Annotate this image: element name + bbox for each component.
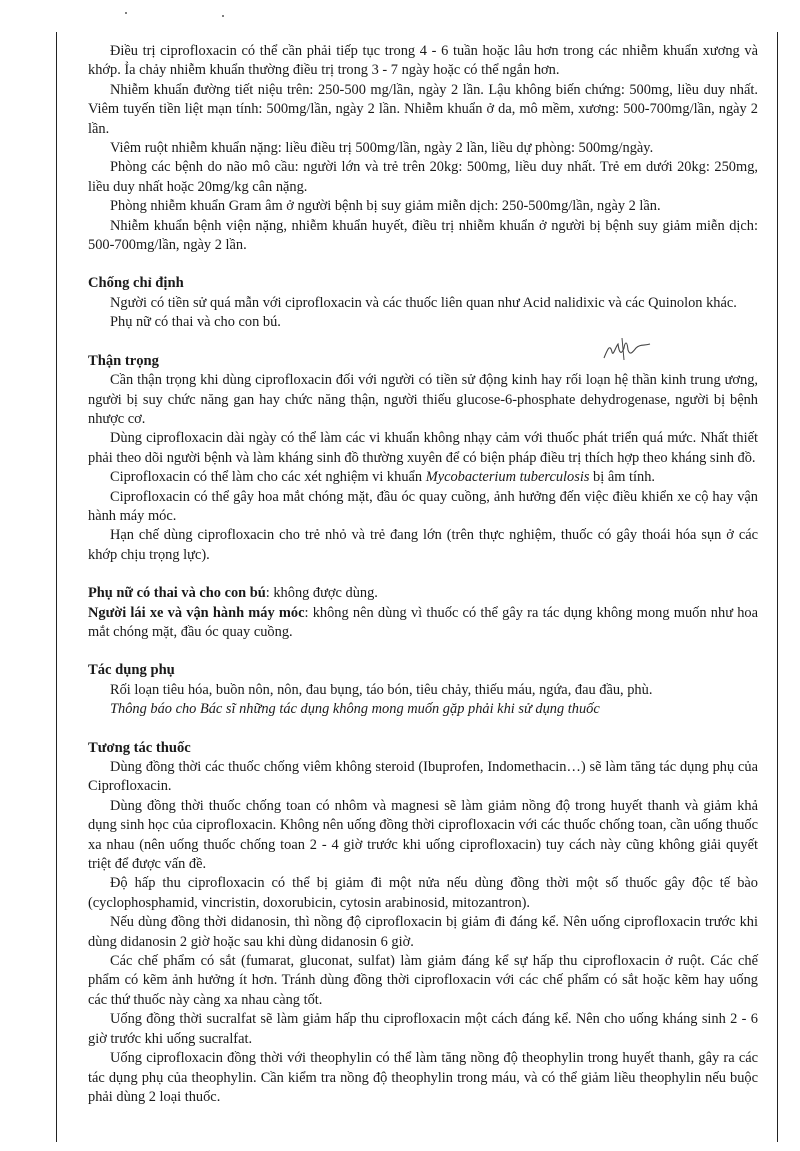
side-effects-notice: Thông báo cho Bác sĩ những tác dụng không mong muốn gặp phải khi sử dụng thuốc — [110, 701, 600, 718]
dosage-paragraph: Phòng các bệnh do não mô cầu: người lớn và trẻ trên 20kg: 500mg, liều duy nhất. Trẻ em dưới 20kg: 250mg, liều duy nhất hoặc 20mg/kg cân nặng. — [88, 159, 758, 195]
dosage-paragraph: Phòng nhiễm khuẩn Gram âm ở người bệnh bị suy giảm miễn dịch: 250-500mg/lần, ngày 2 lần. — [110, 198, 661, 215]
document-body — [88, 42, 758, 1107]
precaution-paragraph: Hạn chế dùng ciprofloxacin cho trẻ nhỏ và trẻ đang lớn (trên thực nghiệm, thuốc có gây thoái hóa sụn ở các khớp chịu trọng lực). — [88, 527, 758, 563]
precaution-paragraph: Ciprofloxacin có thể gây hoa mắt chóng mặt, đầu óc quay cuồng, ảnh hưởng đến việc điều khiển xe cộ hay vận hành máy móc. — [88, 488, 758, 524]
organism-name: Mycobacterium tuberculosis — [425, 469, 590, 486]
dosage-paragraph: Viêm ruột nhiễm khuẩn nặng: liều điều trị 500mg/lần, ngày 2 lần, liều dự phòng: 500mg/ngày. — [110, 140, 654, 157]
side-effects-text: Rối loạn tiêu hóa, buồn nôn, nôn, đau bụng, táo bón, tiêu chảy, thiếu máu, ngứa, đau đầu, phù. — [110, 681, 653, 698]
interaction-paragraph: Các chế phẩm có sắt (fumarat, gluconat, sulfat) làm giảm đáng kể sự hấp thu ciprofloxacin ở ruột. Các chế phẩm có kẽm ảnh hưởng ít hơn. Tránh dùng đồng thời ciprofloxacin với các chế phẩm có sắt hoặc kẽm hay uống các thứ thuốc này càng xa nhau càng tốt. — [88, 953, 758, 1008]
dosage-paragraph: Điều trị ciprofloxacin có thể cần phải tiếp tục trong 4 - 6 tuần hoặc lâu hơn trong các nhiễm khuẩn xương và khớp. Ỉa chảy nhiễm khuẩn thường điều trị trong 3 - 7 ngày hoặc có thể ngắn hơn. — [88, 43, 758, 79]
scan-speck — [222, 15, 224, 17]
dosage-paragraph: Nhiễm khuẩn đường tiết niệu trên: 250-500 mg/lần, ngày 2 lần. Lậu không biến chứng: 500mg, liều duy nhất. Viêm tuyến tiền liệt mạn tính: 500mg/lần, ngày 2 lần. Nhiễm khuẩn ở da, mô mềm, xương: 500-700mg/lần, ngày 2 lần. — [88, 81, 758, 137]
interaction-paragraph: Uống ciprofloxacin đồng thời với theophylin có thể làm tăng nồng độ theophylin trong huyết thanh, gây ra các tác dụng phụ của theophylin. Cần kiểm tra nồng độ theophylin trong máu, và có thể giảm liều theophylin nếu buộc phải dùng 2 loại thuốc. — [88, 1050, 758, 1105]
scan-speck — [125, 12, 127, 14]
contraindication-paragraph: Người có tiền sử quá mẫn với ciprofloxacin và các thuốc liên quan như Acid nalidixic và các Quinolon khác. — [110, 294, 737, 311]
interaction-paragraph: Nếu dùng đồng thời didanosin, thì nồng độ ciprofloxacin bị giảm đi đáng kể. Nên uống ciprofloxacin trước khi dùng didanosin 2 giờ hoặc sau khi dùng didanosin 6 giờ. — [88, 914, 758, 950]
interaction-paragraph: Dùng đồng thời các thuốc chống viêm không steroid (Ibuprofen, Indomethacin…) sẽ làm tăng tác dụng phụ của Ciprofloxacin. — [88, 759, 758, 795]
section-heading-precautions: Thận trọng — [88, 352, 159, 369]
interaction-paragraph: Dùng đồng thời thuốc chống toan có nhôm và magnesi sẽ làm giảm nồng độ trong huyết thanh và giảm khả dụng sinh học của ciprofloxacin. Không nên uống đồng thời ciprofloxacin với các thuốc chống toan, cần uống thuốc xa nhau (nên uống thuốc chống toan 2 - 4 giờ trước khi uống ciprofloxacin) tuy cách này cũng không giải quyết triệt để được vấn đề. — [88, 797, 758, 873]
section-heading-interactions: Tương tác thuốc — [88, 739, 191, 756]
dosage-paragraph: Nhiễm khuẩn bệnh viện nặng, nhiễm khuẩn huyết, điều trị nhiễm khuẩn ở người bị bệnh suy giảm miễn dịch: 500-700mg/lần, ngày 2 lần. — [88, 217, 758, 254]
pregnancy-note: Phụ nữ có thai và cho con bú: không được dùng. — [88, 585, 378, 602]
driving-note: Người lái xe và vận hành máy móc: không nên dùng vì thuốc có thể gây ra tác dụng không mong muốn như hoa mắt chóng mặt, đầu óc quay cuồng. — [88, 604, 758, 640]
precaution-paragraph: Cần thận trọng khi dùng ciprofloxacin đối với người có tiền sử động kinh hay rối loạn hệ thần kinh trung ương, người bị suy chức năng gan hay chức năng thận, người thiếu glucose-6-phosphate dehydrogenase, người bị bệnh nhược cơ. — [88, 372, 758, 427]
precaution-paragraph: Ciprofloxacin có thể làm cho các xét nghiệm vi khuẩn Mycobacterium tuberculosis bị âm tính. — [110, 469, 655, 486]
interaction-paragraph: Độ hấp thu ciprofloxacin có thể bị giảm đi một nửa nếu dùng đồng thời một số thuốc gây độc tế bào (cyclophosphamid, vincristin, doxorubicin, cytosin arabinosid, mitozantron). — [88, 875, 758, 911]
precaution-paragraph: Dùng ciprofloxacin dài ngày có thể làm các vi khuẩn không nhạy cảm với thuốc phát triển quá mức. Nhất thiết phải theo dõi người bệnh và làm kháng sinh đồ thường xuyên để có biện pháp điều trị thích hợp theo kháng sinh đồ. — [88, 430, 758, 466]
contraindication-paragraph: Phụ nữ có thai và cho con bú. — [110, 314, 281, 331]
section-heading-side-effects: Tác dụng phụ — [88, 662, 175, 679]
interaction-paragraph: Uống đồng thời sucralfat sẽ làm giảm hấp thu ciprofloxacin một cách đáng kể. Nên cho uống kháng sinh 2 - 6 giờ trước khi uống sucralfat. — [88, 1011, 758, 1047]
section-heading-contraindications: Chống chỉ định — [88, 275, 184, 292]
